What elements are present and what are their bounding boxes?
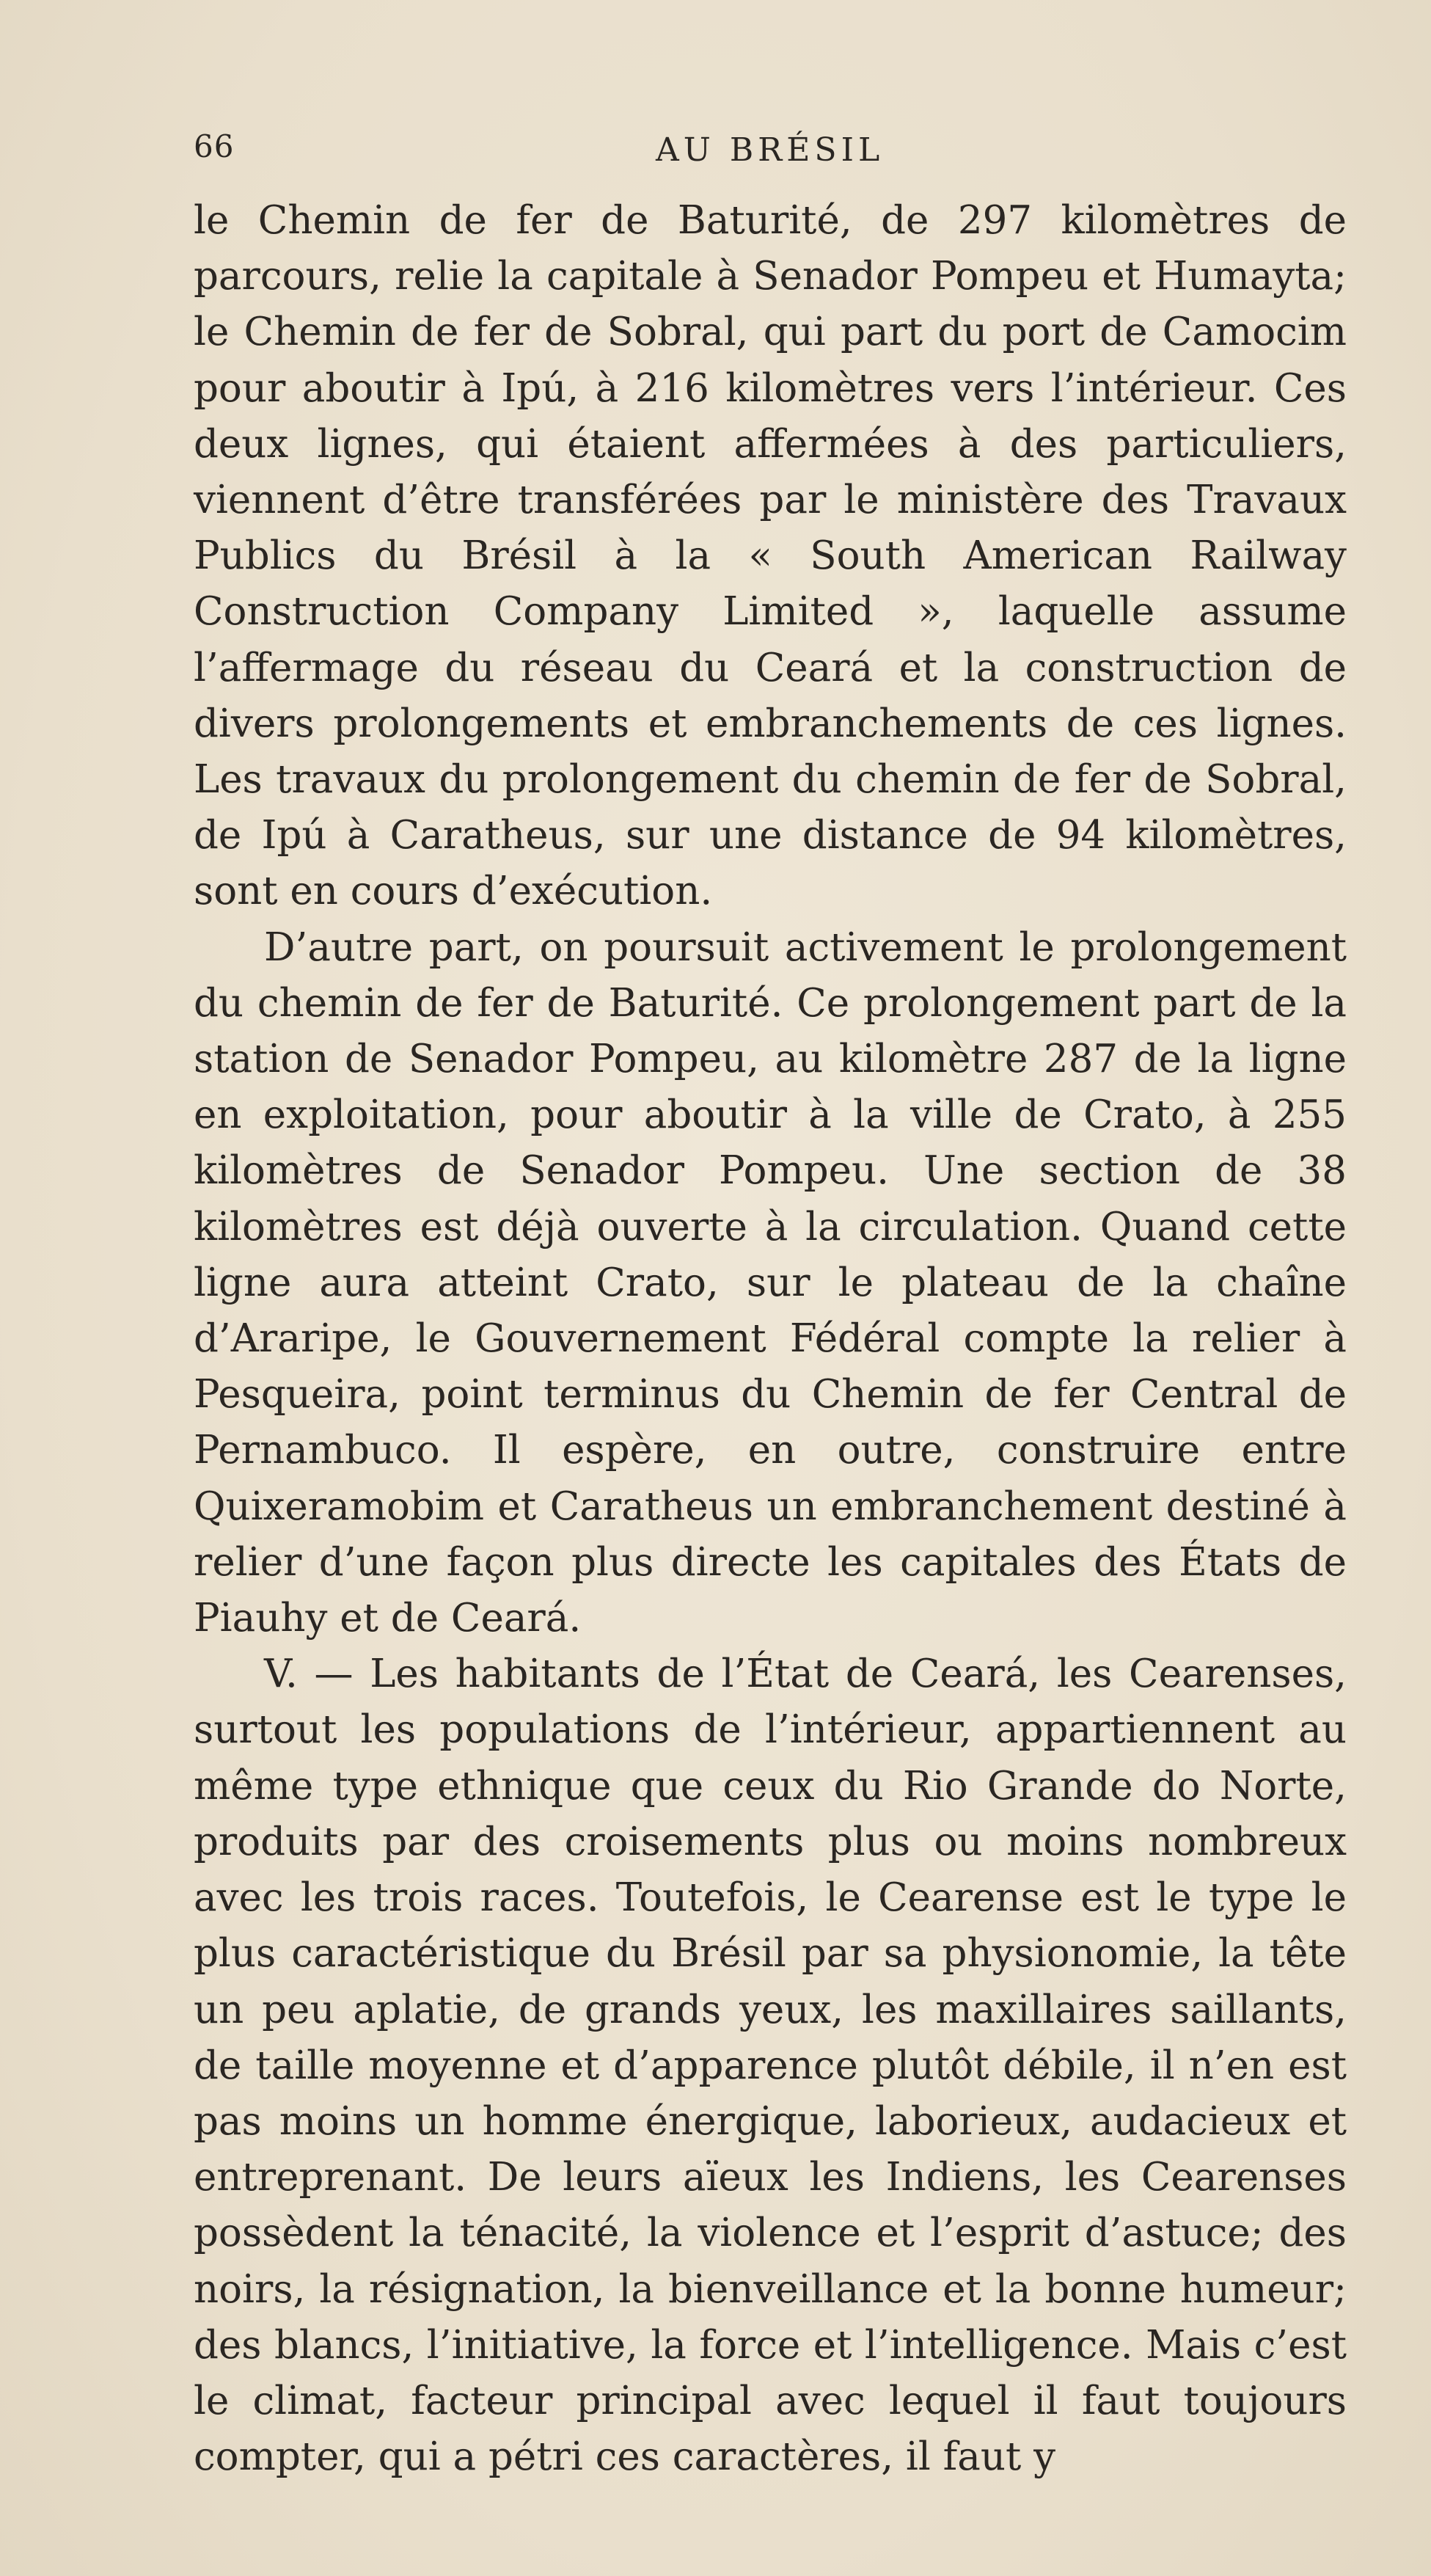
page-number: 66 <box>194 128 235 164</box>
body-text <box>194 193 1347 2485</box>
paragraph-inhabitants: V. — Les habitants de l’État de Ceará, les Cearenses, surtout les populations de l’intérieur, appartiennent au même type ethnique que ceux du Rio Grande do Norte, produits par des croisements plus ou moins nombreux avec les trois races. Toutefois, le Cearense est le type le plus caractéristique du Brésil par sa physionomie, la tête un peu aplatie, de grands yeux, les maxillaires saillants, de taille moyenne et d’apparence plutôt débile, il n’en est pas moins un homme énergique, laborieux, audacieux et entreprenant. De leurs aïeux les Indiens, les Cearenses possèdent la ténacité, la violence et l’esprit d’astuce; des noirs, la résignation, la bienveillance et la bonne humeur; des blancs, l’initiative, la force et l’intelligence. Mais c’est le climat, facteur principal avec lequel il faut toujours compter, qui a pétri ces caractères, il faut y <box>194 1652 1347 2480</box>
paragraph-continuation: le Chemin de fer de Baturité, de 297 kilomètres de parcours, relie la capitale à Senador Pompeu et Humayta; le Chemin de fer de Sobral, qui part du port de Camocim pour aboutir à Ipú, à 216 kilomètres vers l’intérieur. Ces deux lignes, qui étaient affermées à des particuliers, viennent d’être transférées par le ministère des Travaux Publics du Brésil à la « South American Railway Construction Company Limited », laquelle assume l’affermage du réseau du Ceará et la construction de divers prolongements et embranchements de ces lignes. Les travaux du prolongement du chemin de fer de Sobral, de Ipú à Caratheus, sur une distance de 94 kilomètres, sont en cours d’exécution. <box>194 198 1347 914</box>
paragraph-railway-extension: D’autre part, on poursuit activement le prolongement du chemin de fer de Baturité. Ce prolongement part de la station de Senador Pompeu, au kilomètre 287 de la ligne en exploitation, pour aboutir à la ville de Crato, à 255 kilomètres de Senador Pompeu. Une section de 38 kilomètres est déjà ouverte à la circulation. Quand cette ligne aura atteint Crato, sur le plateau de la chaîne d’Araripe, le Gouvernement Fédéral compte la relier à Pesqueira, point terminus du Chemin de fer Central de Pernambuco. Il espère, en outre, construire entre Quixeramobim et Caratheus un embranchement destiné à relier d’une façon plus directe les capitales des États de Piauhy et de Ceará. <box>194 924 1347 1641</box>
page-header <box>194 128 1347 172</box>
running-head: AU BRÉSIL <box>656 131 885 169</box>
